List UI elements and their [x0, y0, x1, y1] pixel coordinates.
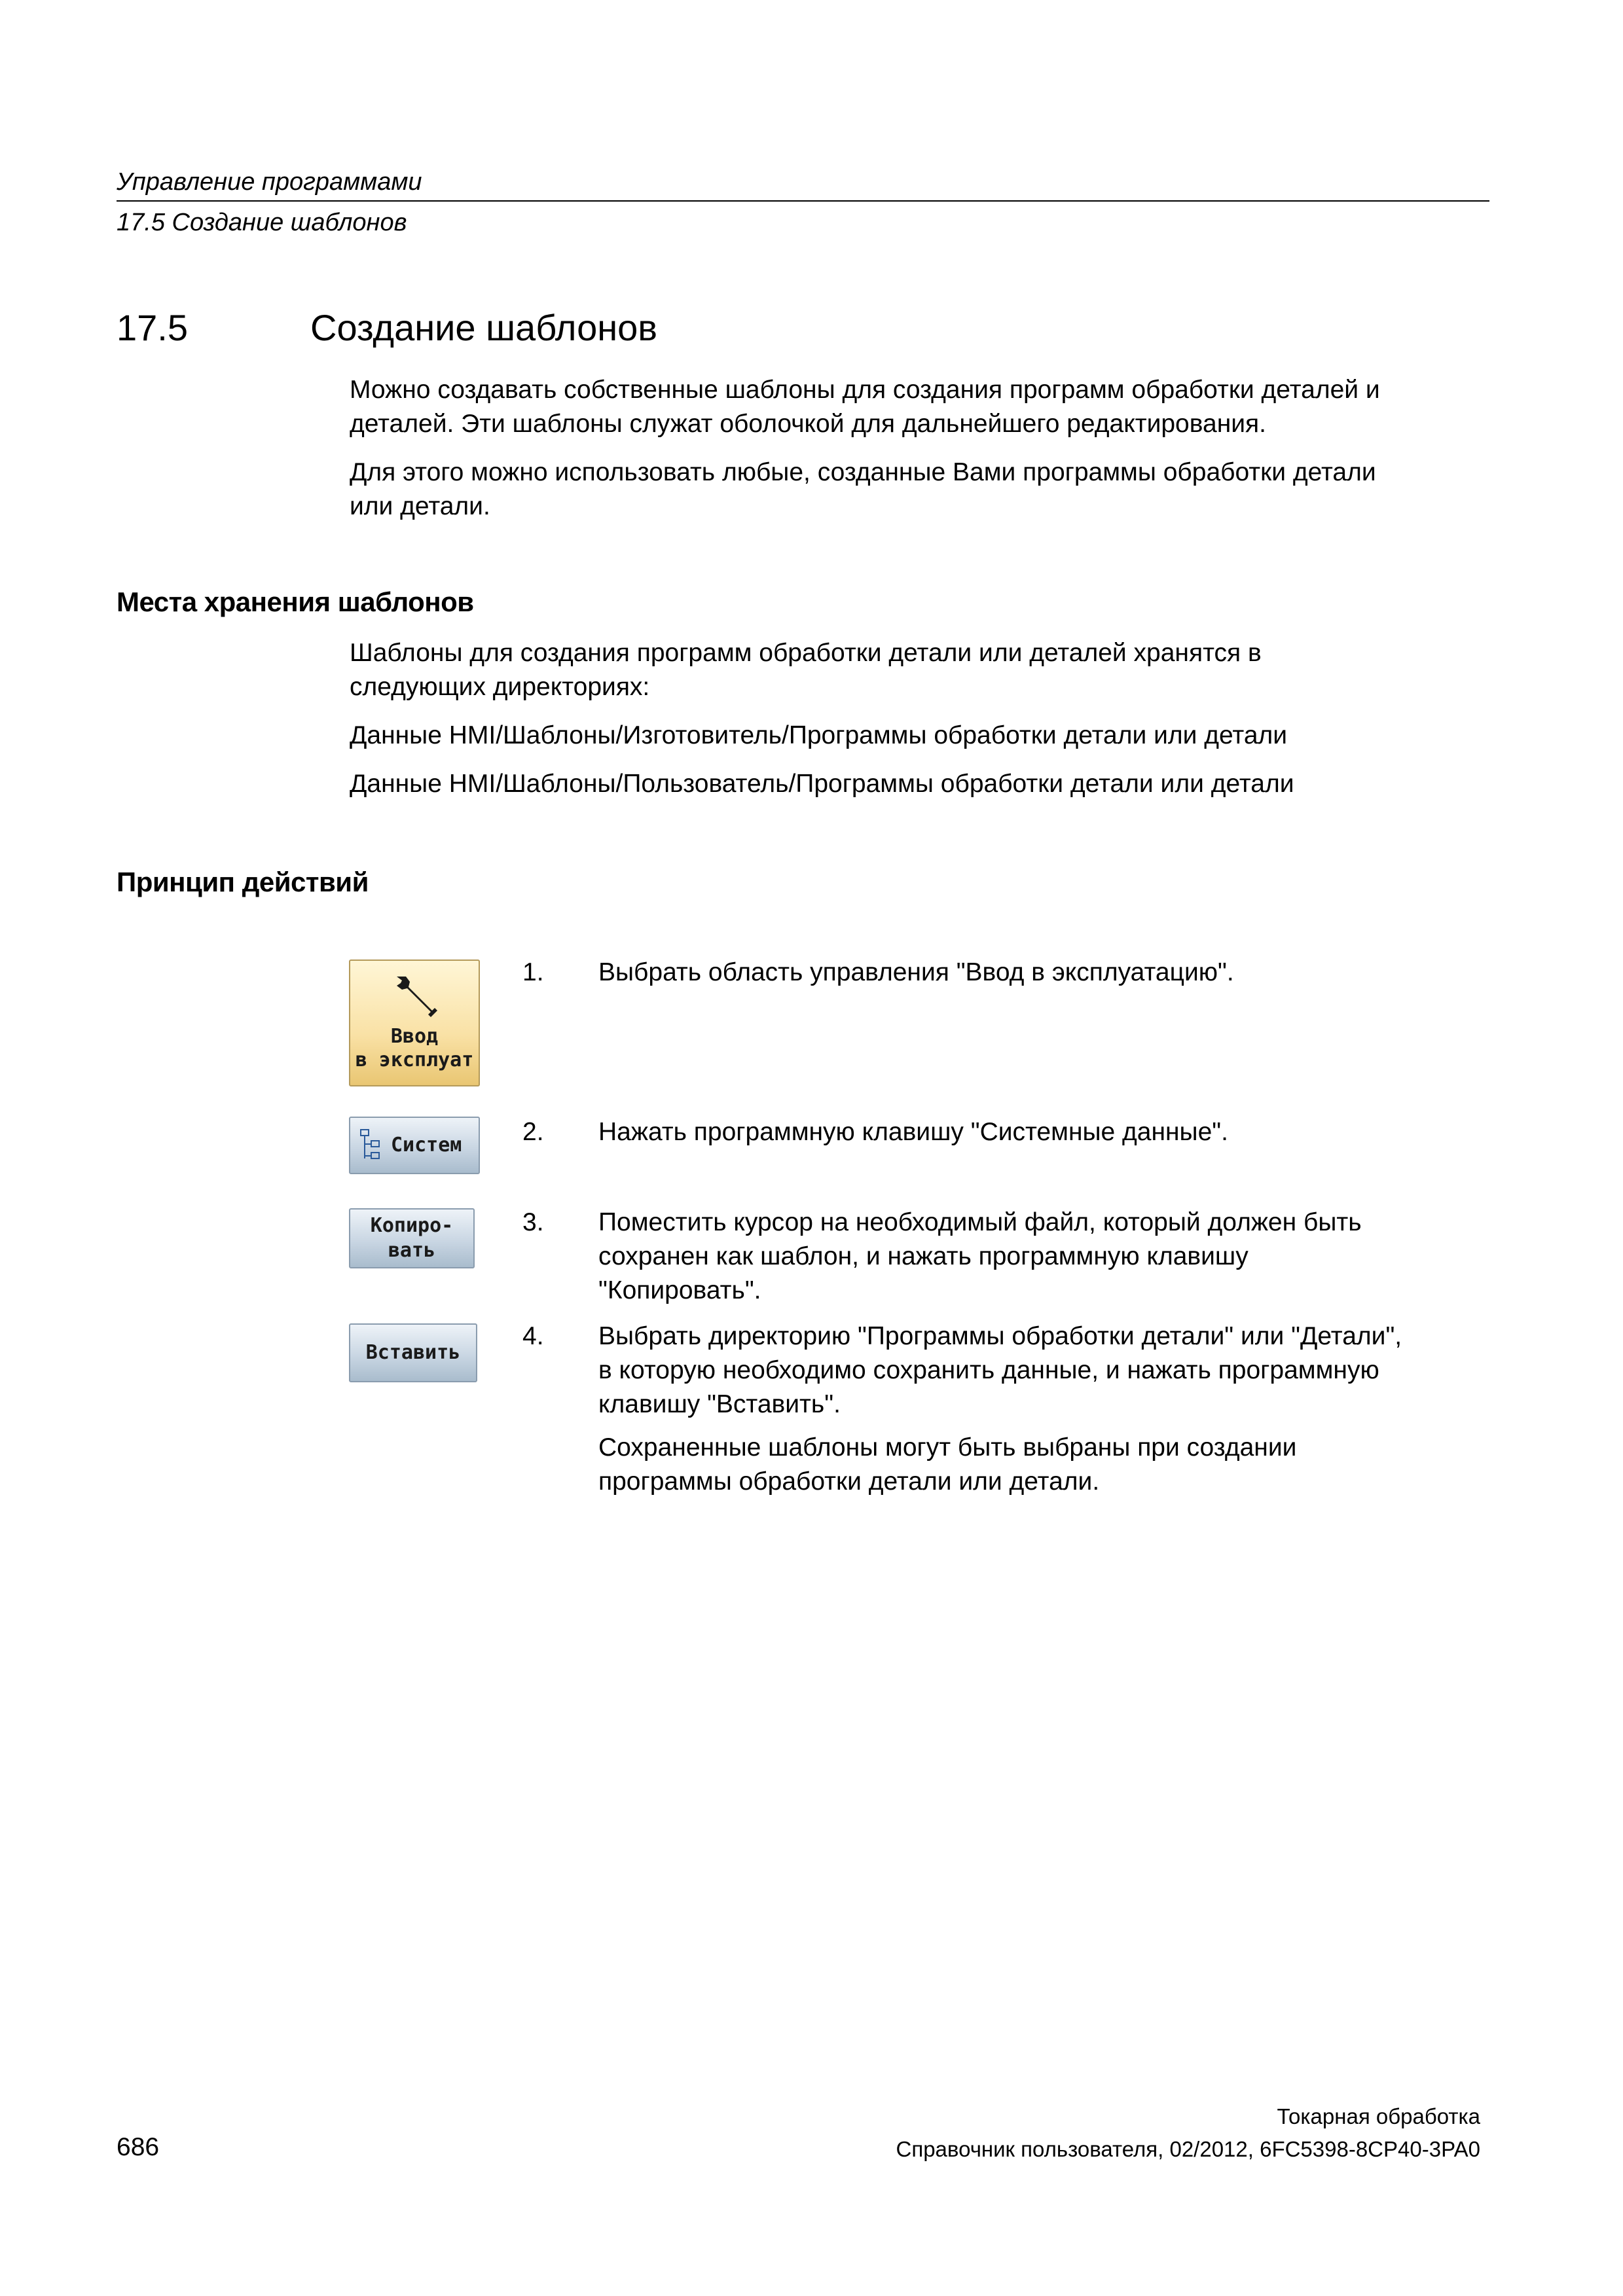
step-3-line-3: "Копировать". [598, 1276, 761, 1304]
running-header-chapter: Управление программами [117, 168, 422, 196]
copy-softkey[interactable] [349, 1208, 475, 1268]
step-3-line-1: Поместить курсор на необходимый файл, который должен быть [598, 1208, 1362, 1236]
storage-line-2: следующих директориях: [350, 673, 650, 701]
commissioning-label-2: в эксплуат [355, 1049, 474, 1071]
note-line-1: Сохраненные шаблоны могут быть выбраны при создании [598, 1433, 1297, 1462]
step-4-line-2: в которую необходимо сохранить данные, и нажать программную [598, 1356, 1379, 1384]
header-divider [117, 200, 1489, 202]
folder-tree-icon [358, 1127, 384, 1164]
system-data-label: Систем [391, 1134, 462, 1157]
paste-label: Вставить [365, 1341, 461, 1364]
footer-book-title: Токарная обработка [1277, 2104, 1480, 2128]
step-2-number: 2. [522, 1118, 544, 1146]
storage-heading: Места хранения шаблонов [117, 586, 474, 617]
storage-path-user: Данные HMI/Шаблоны/Пользователь/Программы обработки детали или детали [350, 770, 1294, 798]
copy-label-2: вать [388, 1239, 436, 1262]
intro-line-3: Для этого можно использовать любые, созданные Вами программы обработки детали [350, 458, 1376, 486]
step-3-number: 3. [522, 1208, 544, 1236]
procedure-heading: Принцип действий [117, 867, 369, 897]
commissioning-softkey[interactable] [349, 960, 480, 1086]
intro-line-2: деталей. Эти шаблоны служат оболочкой для дальнейшего редактирования. [350, 410, 1266, 438]
commissioning-label-1: Ввод [390, 1025, 439, 1048]
intro-line-4: или детали. [350, 492, 490, 520]
footer-manual-info: Справочник пользователя, 02/2012, 6FC5398-8CP40-3PA0 [896, 2137, 1480, 2161]
step-1-text: Выбрать область управления "Ввод в эксплуатацию". [598, 958, 1234, 986]
section-number: 17.5 [117, 307, 188, 348]
page-number: 686 [117, 2133, 160, 2161]
wrench-icon [385, 970, 444, 1022]
storage-line-1: Шаблоны для создания программ обработки детали или деталей хранятся в [350, 639, 1262, 667]
step-4-number: 4. [522, 1322, 544, 1350]
step-2-text: Нажать программную клавишу "Системные данные". [598, 1118, 1228, 1146]
step-3-line-2: сохранен как шаблон, и нажать программную клавишу [598, 1242, 1249, 1270]
note-line-2: программы обработки детали или детали. [598, 1467, 1100, 1496]
step-1-number: 1. [522, 958, 544, 986]
step-4-line-3: клавишу "Вставить". [598, 1390, 841, 1418]
copy-label-1: Копиро- [370, 1214, 454, 1237]
step-4-line-1: Выбрать директорию "Программы обработки детали" или "Детали", [598, 1322, 1402, 1350]
intro-line-1: Можно создавать собственные шаблоны для создания программ обработки деталей и [350, 376, 1380, 404]
paste-softkey[interactable] [349, 1323, 477, 1382]
storage-path-manufacturer: Данные HMI/Шаблоны/Изготовитель/Программы обработки детали или детали [350, 721, 1288, 749]
running-header-section: 17.5 Создание шаблонов [117, 209, 407, 236]
section-title: Создание шаблонов [310, 307, 658, 348]
system-data-softkey[interactable] [349, 1117, 480, 1174]
